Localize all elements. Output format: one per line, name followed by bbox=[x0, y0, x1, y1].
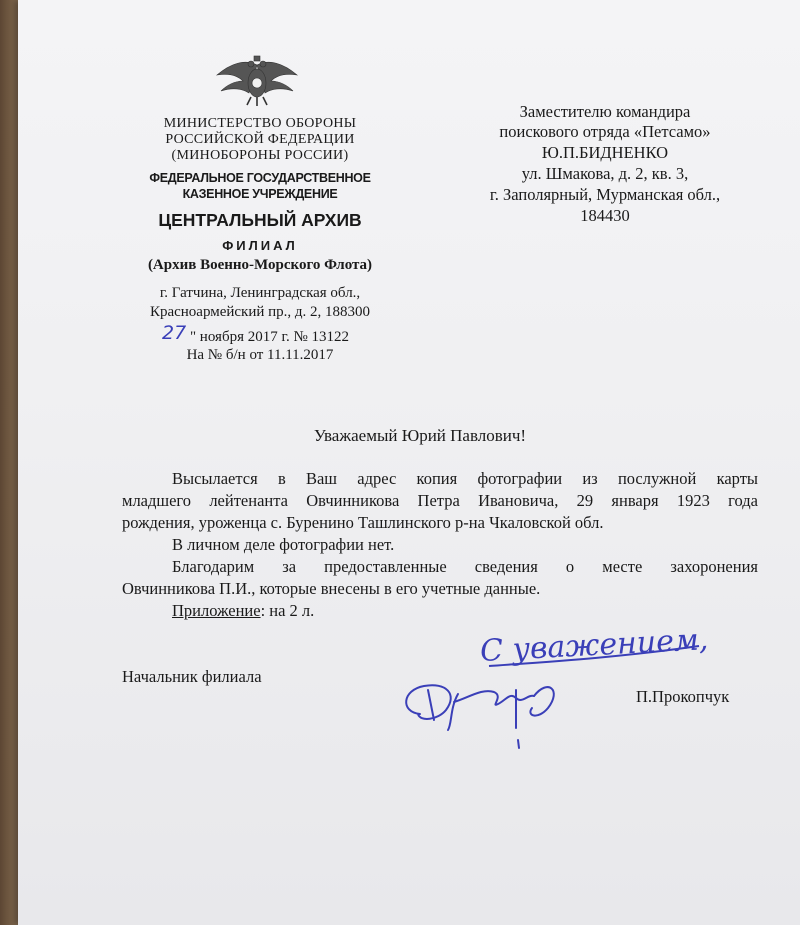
handwritten-signature bbox=[398, 668, 568, 750]
date-number-text: " ноября 2017 г. № 13122 bbox=[189, 329, 350, 345]
institution-line-1: ФЕДЕРАЛЬНОЕ ГОСУДАРСТВЕННОЕ bbox=[149, 171, 371, 185]
recipient-line-4: ул. Шмакова, д. 2, кв. 3, bbox=[521, 164, 689, 183]
archive-title: ЦЕНТРАЛЬНЫЙ АРХИВ bbox=[158, 210, 362, 230]
salutation: Уважаемый Юрий Павлович! bbox=[313, 426, 527, 445]
double-headed-eagle-emblem-icon bbox=[215, 55, 299, 107]
paragraph-2: В личном деле фотографии нет. bbox=[172, 535, 395, 554]
recipient-line-2: поискового отряда «Петсамо» bbox=[499, 122, 711, 141]
paragraph-1-line-1: Высылается в Ваш адрес копия фотографии из послужной карты bbox=[172, 469, 758, 488]
paragraph-3-line-1: Благодарим за предоставленные сведения о месте захоронения bbox=[172, 557, 758, 576]
ministry-line-3: (МИНОБОРОНЫ РОССИИ) bbox=[171, 148, 349, 163]
paragraph-3-line-2: Овчинникова П.И., которые внесены в его учетные данные. bbox=[122, 579, 541, 598]
paragraph-1-line-2: младшего лейтенанта Овчинникова Петра Ивановича, 29 января 1923 года bbox=[122, 491, 758, 510]
branch-name: (Архив Военно-Морского Флота) bbox=[147, 257, 373, 273]
signer-title: Начальник филиала bbox=[122, 667, 262, 686]
attachment-line bbox=[122, 600, 758, 622]
handwritten-closing: С уважением, bbox=[479, 622, 710, 669]
institution-line-2: КАЗЕННОЕ УЧРЕЖДЕНИЕ bbox=[182, 187, 338, 201]
ministry-line-2: РОССИЙСКОЙ ФЕДЕРАЦИИ bbox=[165, 132, 355, 147]
letter-body bbox=[122, 468, 758, 622]
paragraph-1-line-3: рождения, уроженца с. Буренино Ташлинского р-на Чкаловской обл. bbox=[122, 513, 604, 532]
recipient-line-1: Заместителю командира bbox=[519, 102, 691, 121]
sender-address-line-1: г. Гатчина, Ленинградская обл., bbox=[159, 285, 361, 301]
branch-label: ФИЛИАЛ bbox=[222, 238, 298, 253]
attachment-label: Приложение bbox=[172, 601, 261, 620]
ministry-line-1: МИНИСТЕРСТВО ОБОРОНЫ bbox=[163, 116, 357, 131]
recipient-name: Ю.П.БИДНЕНКО bbox=[541, 143, 669, 162]
signer-name: П.Прокопчук bbox=[636, 687, 730, 706]
recipient-postal-code: 184430 bbox=[580, 206, 630, 225]
closing-underline-stroke bbox=[485, 640, 705, 670]
recipient-line-5: г. Заполярный, Мурманская обл., bbox=[489, 185, 721, 204]
outgoing-date-number bbox=[162, 322, 422, 347]
sender-address-line-2: Красноармейский пр., д. 2, 188300 bbox=[149, 304, 371, 320]
attachment-pages: : на 2 л. bbox=[260, 601, 315, 620]
incoming-reference: На № б/н от 11.11.2017 bbox=[186, 347, 334, 363]
handwritten-day: 27 bbox=[162, 322, 187, 344]
